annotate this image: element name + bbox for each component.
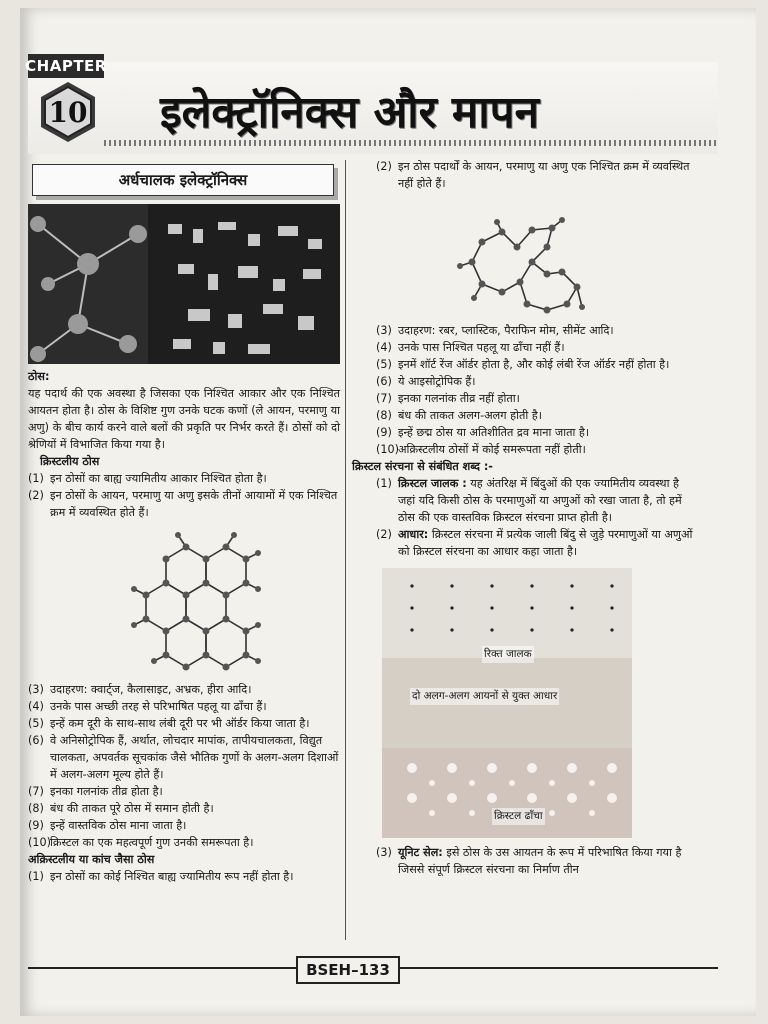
electronics-image — [28, 204, 340, 364]
basis-label: दो अलग-अलग आयनों से युक्त आधार — [410, 688, 559, 705]
chapter-tag: CHAPTER — [28, 54, 104, 78]
list-item: (1) इन ठोसों का बाह्य ज्यामितीय आकार निश्चित होता है। — [28, 472, 267, 485]
amorphous-heading: अक्रिस्टलीय या कांच जैसा ठोस — [28, 853, 155, 866]
right-column — [352, 158, 696, 878]
empty-lattice-label: रिक्त जालक — [482, 646, 534, 663]
list-item: (10) अक्रिस्टलीय ठोसों में कोई समरूपता नहीं होती। — [376, 443, 586, 456]
list-item: (5) इनमें शॉर्ट रेंज ऑर्डर होता है, और कोई लंबी रेंज ऑर्डर नहीं होता है। — [376, 358, 670, 371]
terms-heading: क्रिस्टल संरचना से संबंधित शब्द :- — [352, 460, 493, 473]
list-item: (1) क्रिस्टल जालक : यह अंतरिक्ष में बिंदुओं की एक ज्यामितीय व्यवस्था है जहां यदि किसी ठोस के परमाणुओं या अणुओं को रखा जाता है, तो हमें ठोस की एक वास्तविक क्रिस्टल संरचना प्राप्त होती है। — [376, 477, 682, 524]
list-item: (5) इन्हें कम दूरी के साथ-साथ लंबी दूरी पर भी ऑर्डर किया जाता है। — [28, 717, 310, 730]
section-title: अर्धचालक इलेक्ट्रॉनिक्स — [32, 164, 334, 196]
solid-heading: ठोस: — [28, 370, 50, 383]
list-item: (9) इन्हें छद्म ठोस या अतिशीतित द्रव माना जाता है। — [376, 426, 590, 439]
list-item: (6) वे अनिसोट्रोपिक हैं, अर्थात, लोचदार मापांक, तापीयचालकता, विद्युत चालकता, अपवर्तक सूचकांक जैसे भौतिक गुणों के अलग-अलग दिशाओं में अलग-अलग मूल्य होते हैं। — [28, 734, 339, 781]
list-item: (2) इन ठोस पदार्थों के आयन, परमाणु या अणु एक निश्चित क्रम में व्यवस्थित नहीं होते हैं। — [376, 160, 690, 190]
list-item: (3) यूनिट सेल: इसे ठोस के उस आयतन के रूप में परिभाषित किया गया है जिससे संपूर्ण क्रिस्टल संरचना का निर्माण तीन — [376, 846, 682, 876]
list-item: (7) इनका गलनांक तीव्र होता है। — [28, 785, 163, 798]
crystalline-list-b — [28, 681, 340, 851]
list-item: (4) उनके पास अच्छी तरह से परिभाषित पहलू या ढाँचा हैं। — [28, 700, 267, 713]
terms-list — [376, 475, 696, 560]
left-column — [28, 158, 340, 885]
chapter-number: 10 — [48, 96, 88, 129]
crystal-frame-label: क्रिस्टल ढाँचा — [492, 808, 545, 825]
list-item: (2) इन ठोसों के आयन, परमाणु या अणु इसके तीनों आयामों में एक निश्चित क्रम में व्यवस्थित होते हैं। — [28, 489, 338, 519]
list-item: (10) क्रिस्टल का एक महत्वपूर्ण गुण उनकी समरूपता है। — [28, 836, 254, 849]
list-item: (2) आधार: क्रिस्टल संरचना में प्रत्येक जाली बिंदु से जुड़े परमाणुओं या अणुओं को क्रिस्टल संरचना का आधार कहा जाता है। — [376, 528, 693, 558]
semiconductor-photo — [28, 204, 340, 364]
page-number: BSEH–133 — [296, 956, 400, 984]
list-item: (4) उनके पास निश्चित पहलू या ढाँचा नहीं हैं। — [376, 341, 565, 354]
list-item: (3) उदाहरण: रबर, प्लास्टिक, पैराफिन मोम, सीमेंट आदि। — [376, 324, 614, 337]
list-item: (7) इनका गलनांक तीव्र नहीं होता। — [376, 392, 520, 405]
crystalline-heading: क्रिस्टलीय ठोस — [40, 455, 100, 468]
amorphous-structure-diagram — [352, 192, 696, 322]
crystalline-list-a — [28, 470, 340, 521]
solid-paragraph: यह पदार्थ की एक अवस्था है जिसका एक निश्चित आकार और एक निश्चित आयतन होता है। ठोस के विशिष्ट गुण उनके घटक कणों (ले आयन, परमाणु या अणु) के बीच कार्य करने वाले बलों की प्रकृति पर निर्भर करते हैं। ठोसों को दो श्रेणियों में विभाजित किया गया है। — [28, 387, 340, 451]
amorphous-list-b — [376, 322, 696, 458]
crystal-structure-figure — [382, 568, 632, 838]
chapter-number-badge — [36, 80, 100, 144]
header-dotted-rule — [104, 140, 716, 146]
list-item: (1) इन ठोसों का कोई निश्चित बाह्य ज्यामितीय रूप नहीं होता है। — [28, 870, 294, 883]
list-item: (3) उदाहरण: क्वार्ट्ज, कैलासाइट, अभ्रक, हीरा आदि। — [28, 683, 252, 696]
list-item: (8) बंध की ताकत पूरे ठोस में समान होती है। — [28, 802, 214, 815]
crystalline-lattice-diagram — [28, 521, 340, 681]
list-item: (9) इन्हें वास्तविक ठोस माना जाता है। — [28, 819, 187, 832]
column-divider — [345, 160, 346, 940]
list-item: (6) ये आइसोट्रोपिक हैं। — [376, 375, 476, 388]
chapter-title: इलेक्ट्रॉनिक्स और मापन — [160, 87, 540, 138]
list-item: (8) बंध की ताकत अलग-अलग होती है। — [376, 409, 542, 422]
